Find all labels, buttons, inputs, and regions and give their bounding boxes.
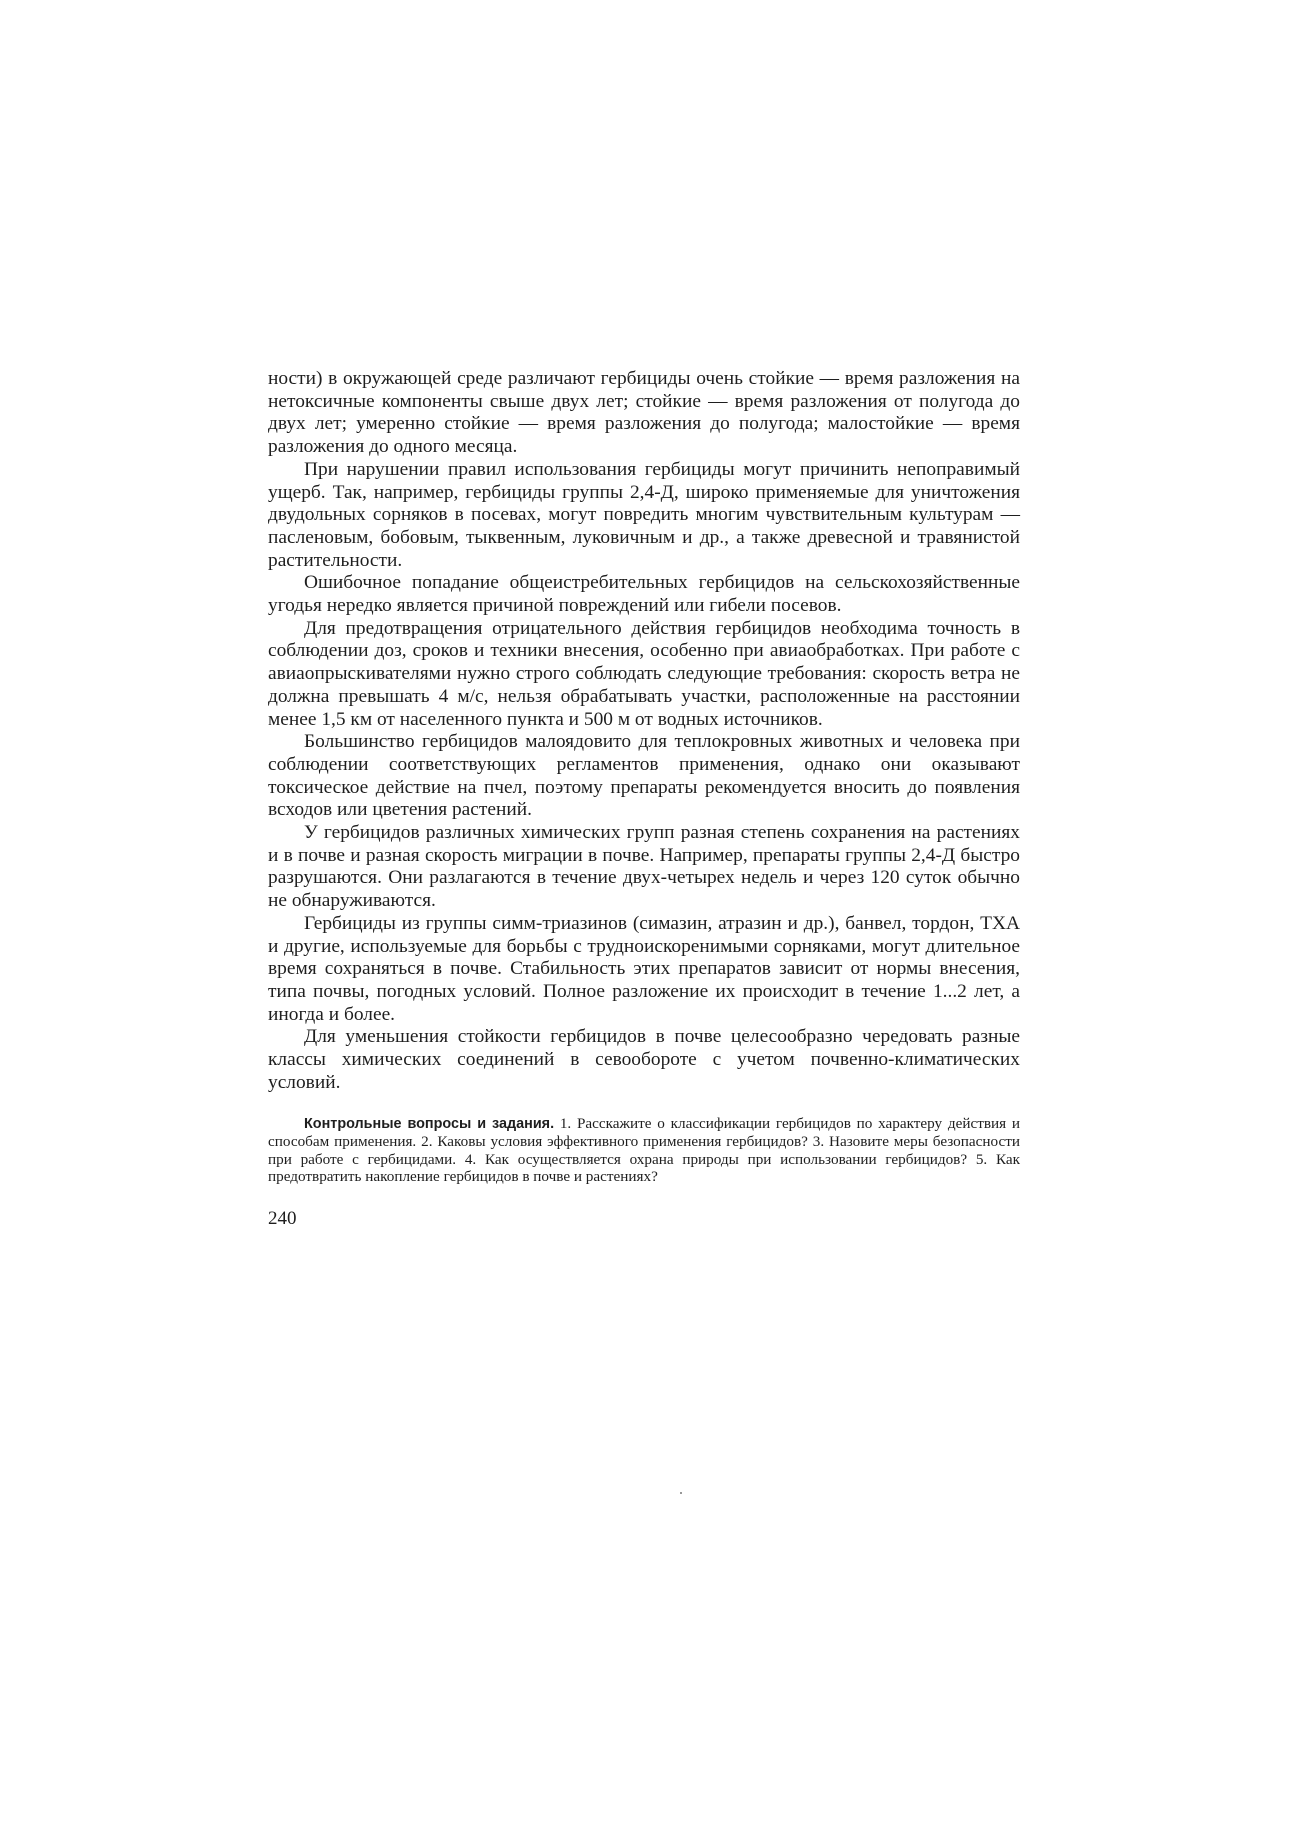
review-questions: [268, 1115, 1020, 1186]
paragraph-8: Для уменьшения стойкости гербицидов в почве целесообразно чередовать разные классы химических соединений в севообороте с учетом почвенно-климатических условий.: [268, 1026, 1020, 1093]
book-page: [268, 368, 1020, 1230]
paragraph-5: Большинство гербицидов малоядовито для теплокровных животных и человека при соблюдении соответствующих регламентов применения, однако они оказывают токсическое действие на пчел, поэтому препараты рекомендуется вносить до появления всходов или цветения растений.: [268, 731, 1020, 821]
scan-speck: [680, 1492, 682, 1494]
paragraph-1: ности) в окружающей среде различают гербициды очень стойкие — время разложения на нетоксичные компоненты свыше двух лет; стойкие — время разложения от полугода до двух лет; умеренно стойкие — время разложения до полугода; малостойкие — время разложения до одного месяца.: [268, 368, 1020, 458]
review-questions-heading: Контрольные вопросы и задания.: [304, 1115, 555, 1132]
paragraph-6: У гербицидов различных химических групп разная степень сохранения на растениях и в почве и разная скорость миграции в почве. Например, препараты группы 2,4-Д быстро разрушаются. Они разлагаются в течение двух-четырех недель и через 120 суток обычно не обнаруживаются.: [268, 822, 1020, 912]
paragraph-7: Гербициды из группы симм-триазинов (симазин, атразин и др.), банвел, тордон, ТХА и другие, используемые для борьбы с трудноискоренимыми сорняками, могут длительное время сохраняться в почве. Стабильность этих препаратов зависит от нормы внесения, типа почвы, погодных условий. Полное разложение их происходит в течение 1...2 лет, а иногда и более.: [268, 912, 1020, 1025]
paragraph-2: При нарушении правил использования гербициды могут причинить непоправимый ущерб. Так, например, гербициды группы 2,4-Д, широко применяемые для уничтожения двудольных сорняков в посевах, могут повредить многим чувствительным культурам — пасленовым, бобовым, тыквенным, луковичным и др., а также древесной и травянистой растительности.: [268, 458, 1020, 571]
body-text: [268, 368, 1020, 1095]
paragraph-3: Ошибочное попадание общеистребительных гербицидов на сельскохозяйственные угодья нередко является причиной повреждений или гибели посевов.: [268, 572, 1020, 617]
page-number: 240: [268, 1207, 297, 1229]
paragraph-4: Для предотвращения отрицательного действия гербицидов необходима точность в соблюдении доз, сроков и техники внесения, особенно при авиаобработках. При работе с авиаопрыскивателями нужно строго соблюдать следующие требования: скорость ветра не должна превышать 4 м/с, нельзя обрабатывать участки, расположенные на расстоянии менее 1,5 км от населенного пункта и 500 м от водных источников.: [268, 617, 1020, 730]
review-questions-text: 1. Расскажите о классификации гербицидов по характеру действия и способам применения. 2. Каковы условия эффективного применения гербицидов? 3. Назовите меры безопасности при работе с гербицидами. 4. Как осуществляется охрана природы при использовании гербицидов? 5. Как предотвратить накопление гербицидов в почве и растениях?: [268, 1114, 1020, 1186]
